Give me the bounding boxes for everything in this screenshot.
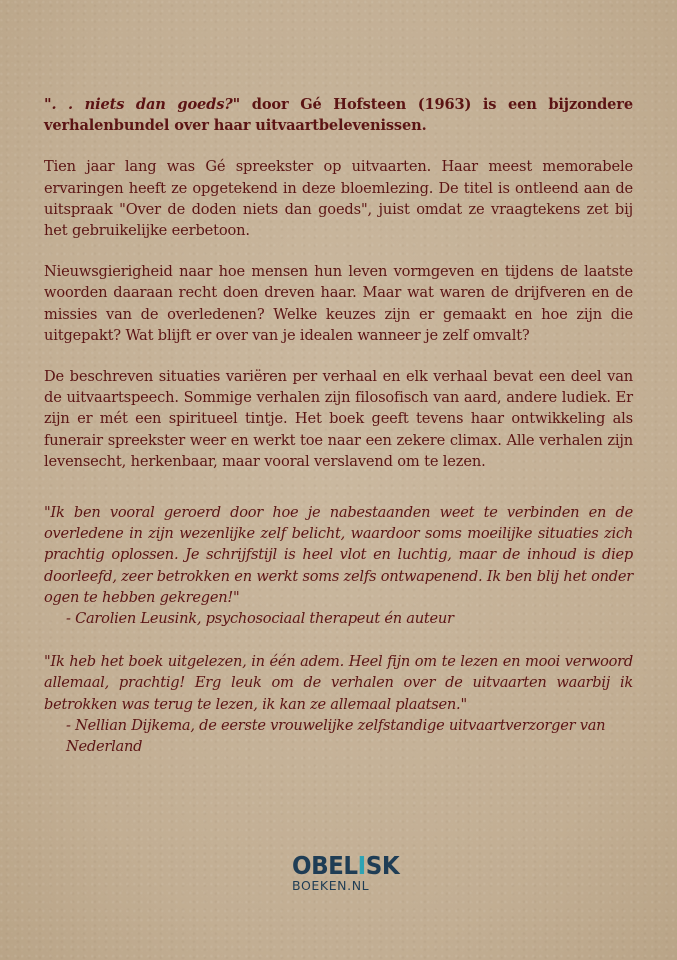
- testimonial: [44, 502, 633, 629]
- testimonial-attribution: - Carolien Leusink, psychosociaal therapeut én auteur: [66, 610, 454, 628]
- testimonial-quote: "Ik ben vooral geroerd door hoe je nabestaanden weet te verbinden en de overledene in zijn wezenlijke zelf belicht, waardoor soms moeilijke situaties zich prachtig oplossen. Je schrijfstijl is heel vlot en luchtig, maar de inhoud is diep doorleefd, zeer betrokken en werkt soms zelfs ontwapenend. Ik ben blij het onder ogen te hebben gekregen!": [44, 504, 633, 606]
- logo-wordmark: OBELISK: [292, 851, 400, 880]
- body-paragraph: De beschreven situaties variëren per verhaal en elk verhaal bevat een deel van de uitvaartspeech. Sommige verhalen zijn filosofisch van aard, andere ludiek. Er zijn er mét een spiritueel tintje. Het boek geeft tevens haar ontwikkeling als funerair spreekster weer en werkt toe naar een zekere climax. Alle verhalen zijn levensecht, herkenbaar, maar vooral verslavend om te lezen.: [44, 368, 633, 470]
- testimonial-quote: "Ik heb het boek uitgelezen, in één adem. Heel fijn om te lezen en mooi verwoord allemaal, prachtig! Erg leuk om de verhalen over de uitvaarten waarbij ik betrokken was terug te lezen, ik kan ze allemaal plaatsen.": [44, 653, 633, 713]
- book-title-quote: ". . niets dan goeds?": [44, 96, 241, 113]
- testimonial: [44, 651, 633, 757]
- intro-paragraph: [44, 94, 633, 136]
- logo-subtitle: BOEKEN.NL: [292, 878, 370, 893]
- cover-text: [44, 94, 633, 757]
- intro-text: door Gé Hofsteen (1963) is een bijzondere verhalenbundel over haar uitvaartbelevenissen.: [44, 96, 633, 135]
- publisher-logo: [292, 851, 400, 902]
- body-paragraph: Tien jaar lang was Gé spreekster op uitvaarten. Haar meest memorabele ervaringen heeft ze opgetekend in deze bloemlezing. De titel is ontleend aan de uitspraak "Over de doden niets dan goeds", juist omdat ze vraagtekens zet bij het gebruikelijke eerbetoon.: [44, 158, 633, 240]
- body-paragraph: Nieuwsgierigheid naar hoe mensen hun leven vormgeven en tijdens de laatste woorden daaraan recht doen dreven haar. Maar wat waren de drijfveren en de missies van de overledenen? Welke keuzes zijn er gemaakt en hoe zijn die uitgepakt? Wat blijft er over van je idealen wanneer je zelf omvalt?: [44, 263, 633, 344]
- testimonial-attribution: - Nellian Dijkema, de eerste vrouwelijke zelfstandige uitvaartverzorger van Nederland: [66, 716, 606, 756]
